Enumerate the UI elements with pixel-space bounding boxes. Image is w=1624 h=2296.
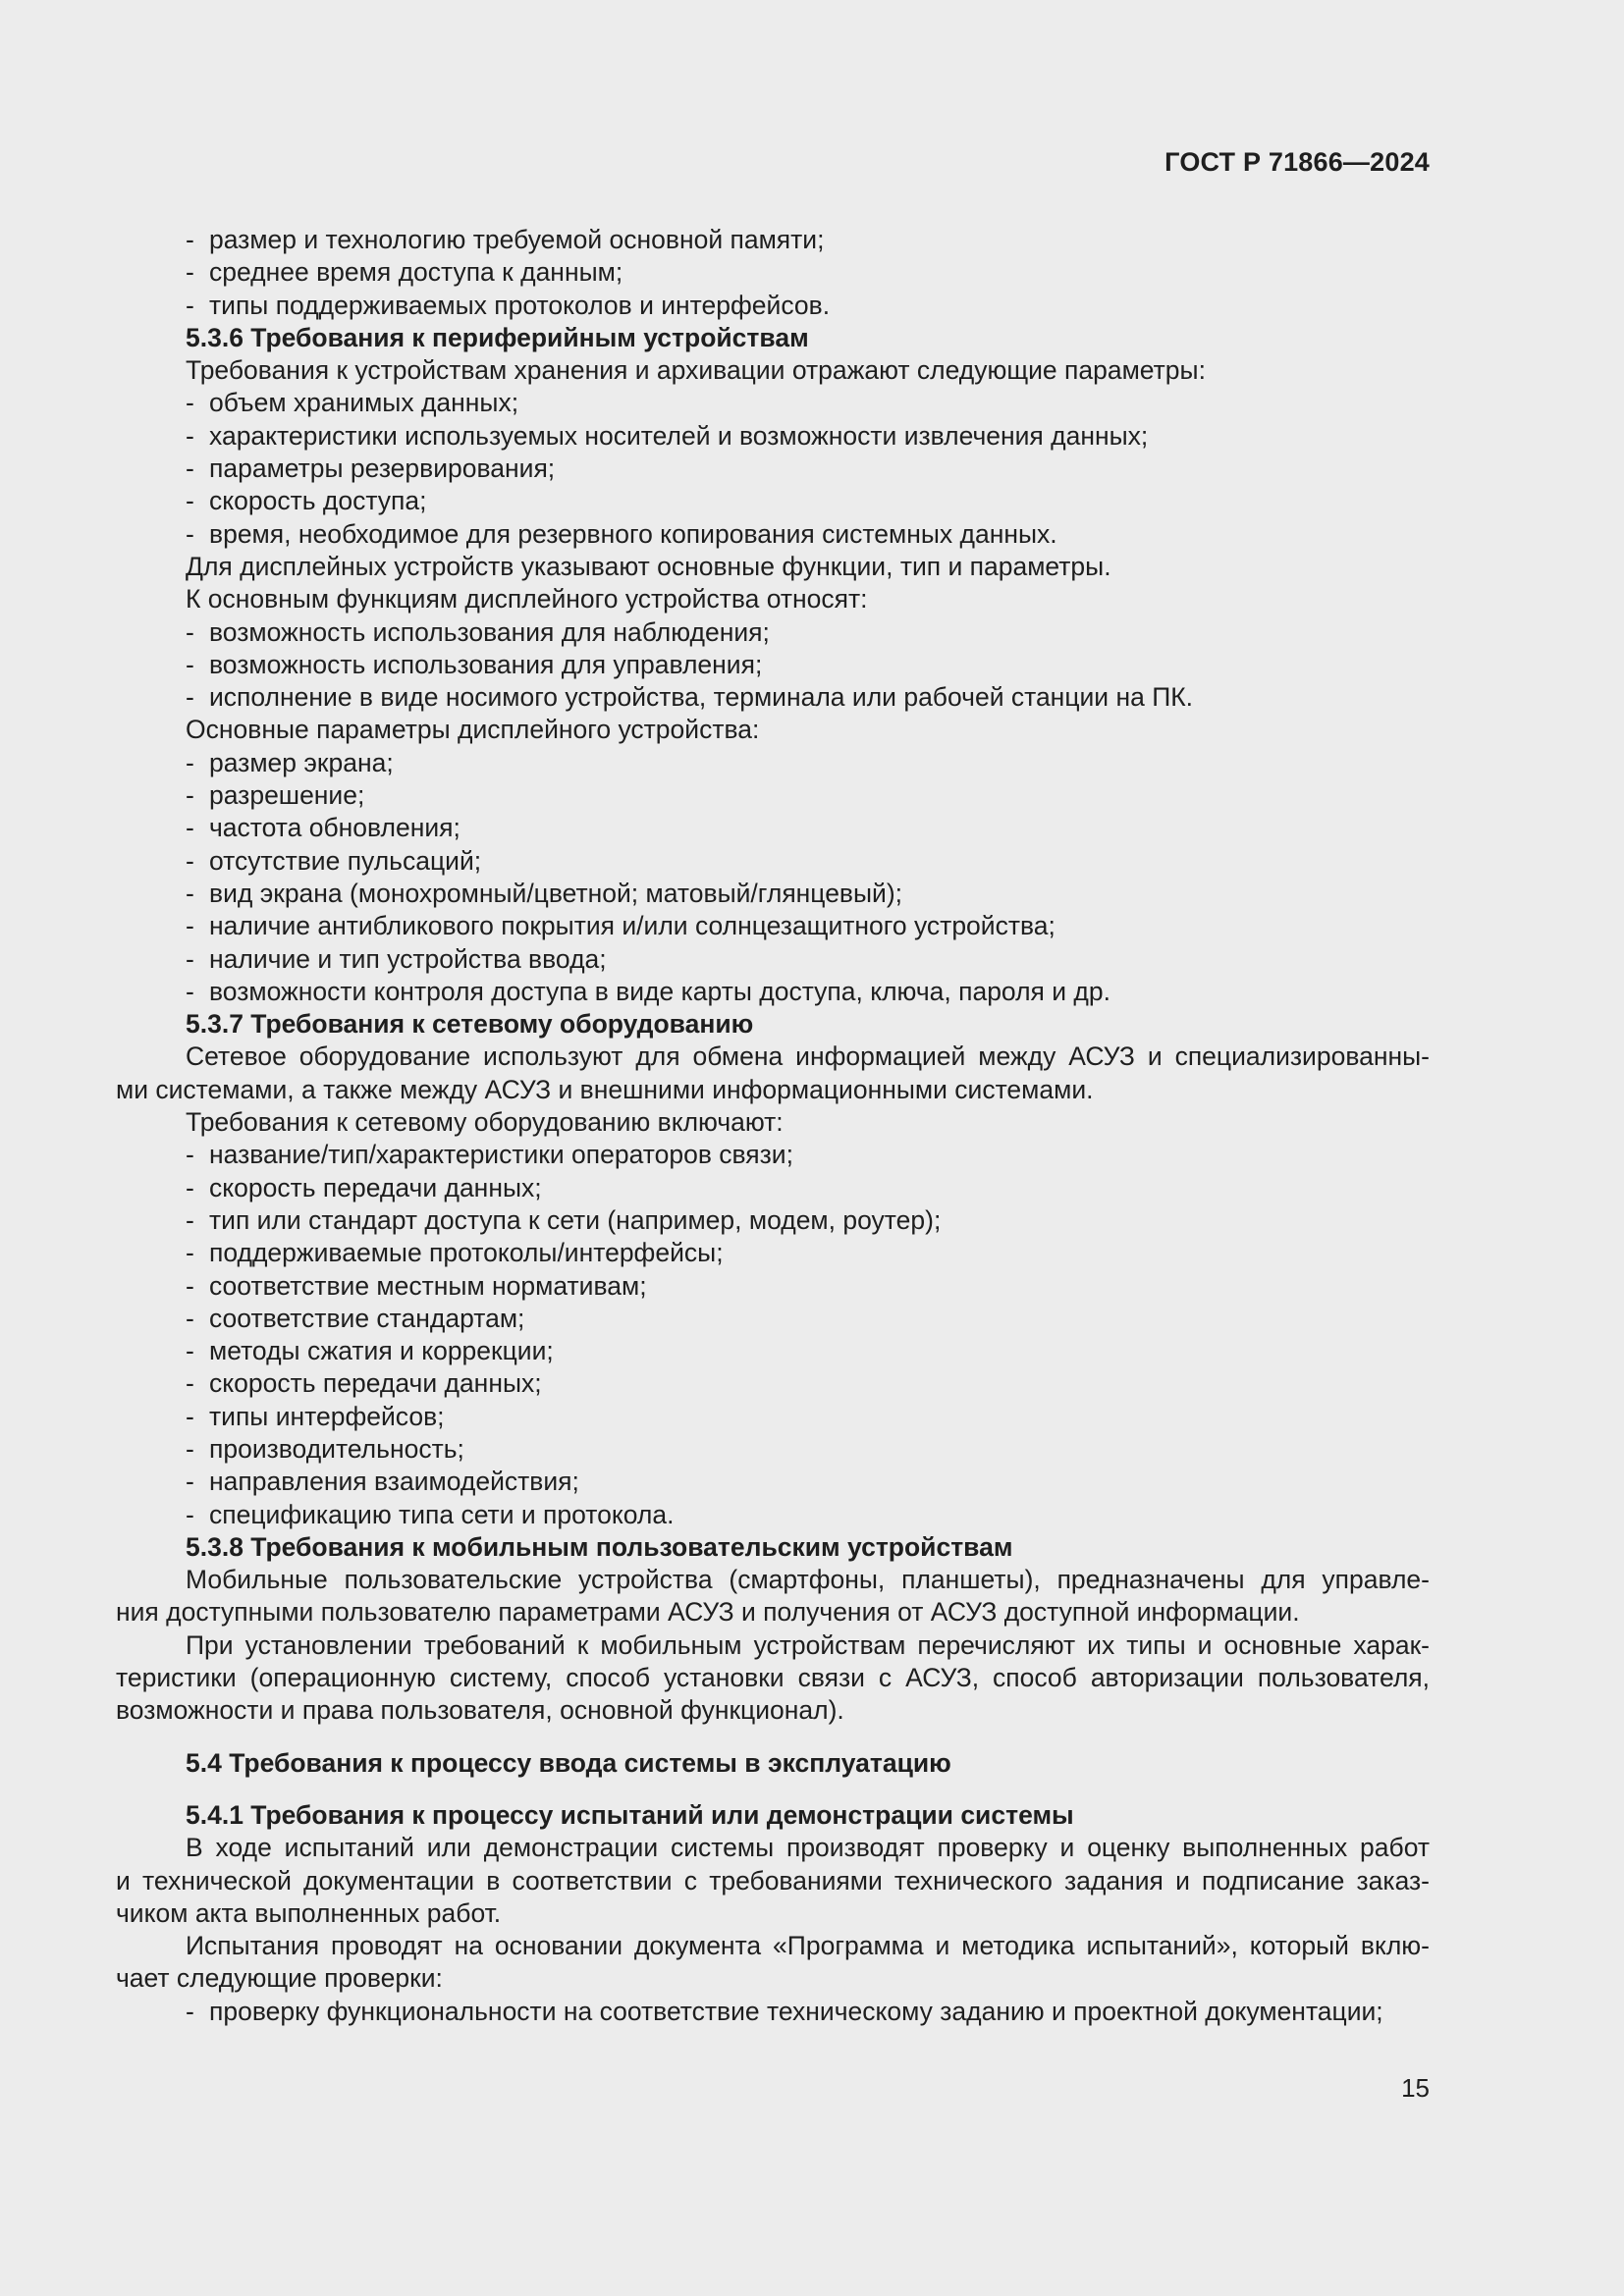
list-bullet-dash: - — [186, 616, 194, 647]
list-item-text: возможности контроля доступа в виде карты доступа, ключа, пароля и др. — [209, 976, 1110, 1006]
list-item — [116, 1204, 1430, 1237]
section-heading: 5.3.6 Требования к периферийным устройствам — [186, 322, 809, 352]
list-item-text: производительность; — [209, 1433, 464, 1464]
paragraph-line: При установлении требований к мобильным устройствам перечисляют их типы и основные харак- — [186, 1629, 1430, 1660]
list-item — [116, 681, 1430, 714]
list-item-text: среднее время доступа к данным; — [209, 257, 623, 288]
list-item-text: проверку функциональности на соответствие техническому заданию и проектной документации; — [209, 1996, 1383, 2026]
paragraph-line: Основные параметры дисплейного устройства: — [186, 715, 760, 745]
section-heading: 5.4 Требования к процессу ввода системы в эксплуатацию — [186, 1747, 951, 1778]
list-bullet-dash: - — [186, 1204, 194, 1235]
list-bullet-dash: - — [186, 649, 194, 679]
list-bullet-dash: - — [186, 1270, 194, 1301]
paragraph-line: ния доступными пользователю параметрами АСУЗ и получения от АСУЗ доступной информации. — [116, 1597, 1300, 1628]
document-body — [116, 224, 1430, 2028]
list-item — [116, 910, 1430, 942]
list-item — [116, 812, 1430, 844]
list-item — [116, 387, 1430, 419]
list-bullet-dash: - — [186, 518, 194, 549]
list-item-text: характеристики используемых носителей и возможности извлечения данных; — [209, 420, 1149, 451]
list-item — [116, 747, 1430, 779]
paragraph-line: и технической документации в соответствии с требованиями технического задания и подписание заказ- — [116, 1865, 1430, 1896]
list-bullet-dash: - — [186, 225, 194, 254]
list-bullet-dash: - — [186, 1996, 194, 2026]
list-bullet-dash: - — [186, 454, 194, 484]
list-bullet-dash: - — [186, 682, 194, 713]
list-item-text: скорость передачи данных; — [209, 1368, 542, 1399]
list-item-text: возможность использования для наблюдения; — [209, 616, 770, 647]
paragraph-line: Для дисплейных устройств указывают основные функции, тип и параметры. — [186, 551, 1111, 581]
list-item — [116, 878, 1430, 910]
list-item-text: параметры резервирования; — [209, 454, 556, 484]
list-item-text: возможность использования для управления; — [209, 649, 763, 679]
list-bullet-dash: - — [186, 1433, 194, 1464]
document-header-id: ГОСТ Р 71866—2024 — [1164, 147, 1430, 177]
list-bullet-dash: - — [186, 1336, 194, 1366]
list-item-text: отсутствие пульсаций; — [209, 845, 482, 876]
paragraph-line: Требования к устройствам хранения и архивации отражают следующие параметры: — [186, 355, 1206, 386]
list-item — [116, 845, 1430, 878]
list-bullet-dash: - — [186, 486, 194, 516]
section-heading: 5.3.7 Требования к сетевому оборудованию — [186, 1009, 754, 1040]
list-item — [116, 1172, 1430, 1204]
list-item — [116, 616, 1430, 649]
list-item-text: поддерживаемые протоколы/интерфейсы; — [209, 1238, 724, 1268]
list-item-text: размер и технологию требуемой основной памяти; — [209, 225, 825, 254]
paragraph-line: чает следующие проверки: — [116, 1963, 443, 1994]
list-item — [116, 943, 1430, 976]
list-item — [116, 1237, 1430, 1269]
paragraph-line: возможности и права пользователя, основной функционал). — [116, 1695, 844, 1726]
paragraph-line: Мобильные пользовательские устройства (смартфоны, планшеты), предназначены для управле- — [186, 1565, 1430, 1595]
list-item-text: методы сжатия и коррекции; — [209, 1336, 554, 1366]
list-item — [116, 290, 1430, 322]
section-heading: 5.3.8 Требования к мобильным пользовательским устройствам — [186, 1531, 1013, 1562]
list-item-text: скорость доступа; — [209, 486, 427, 516]
list-item — [116, 1270, 1430, 1303]
paragraph-line: чиком акта выполненных работ. — [116, 1897, 502, 1928]
list-item — [116, 256, 1430, 289]
list-bullet-dash: - — [186, 845, 194, 876]
list-bullet-dash: - — [186, 1401, 194, 1431]
list-bullet-dash: - — [186, 1172, 194, 1202]
list-item — [116, 1401, 1430, 1433]
list-bullet-dash: - — [186, 878, 194, 908]
list-bullet-dash: - — [186, 1368, 194, 1399]
list-item-text: скорость передачи данных; — [209, 1172, 542, 1202]
list-bullet-dash: - — [186, 943, 194, 974]
list-bullet-dash: - — [186, 1499, 194, 1529]
list-item-text: типы интерфейсов; — [209, 1401, 445, 1431]
list-item — [116, 1139, 1430, 1171]
section-heading: 5.4.1 Требования к процессу испытаний или демонстрации системы — [186, 1799, 1074, 1830]
paragraph-line: К основным функциям дисплейного устройства относят: — [186, 584, 868, 614]
list-bullet-dash: - — [186, 257, 194, 288]
list-item — [116, 1303, 1430, 1335]
list-item-text: соответствие местным нормативам; — [209, 1270, 647, 1301]
list-item-text: направления взаимодействия; — [209, 1467, 579, 1497]
list-item — [116, 518, 1430, 551]
list-item — [116, 453, 1430, 485]
paragraph-line: теристики (операционную систему, способ установки связи с АСУЗ, способ авторизации пользователя, — [116, 1663, 1430, 1693]
list-item-text: размер экрана; — [209, 747, 394, 777]
list-bullet-dash: - — [186, 747, 194, 777]
list-bullet-dash: - — [186, 1238, 194, 1268]
paragraph-line: Сетевое оборудование используют для обмена информацией между АСУЗ и специализированны- — [186, 1041, 1430, 1072]
page-number: 15 — [1401, 2073, 1430, 2103]
paragraph-line: В ходе испытаний или демонстрации системы производят проверку и оценку выполненных работ — [186, 1833, 1430, 1863]
list-item-text: соответствие стандартам; — [209, 1303, 525, 1333]
list-bullet-dash: - — [186, 290, 194, 320]
list-item-text: типы поддерживаемых протоколов и интерфейсов. — [209, 290, 831, 320]
list-item — [116, 1433, 1430, 1466]
list-item — [116, 976, 1430, 1008]
list-bullet-dash: - — [186, 1140, 194, 1170]
list-bullet-dash: - — [186, 1467, 194, 1497]
list-item — [116, 1499, 1430, 1531]
list-item — [116, 1466, 1430, 1498]
paragraph-line: ми системами, а также между АСУЗ и внешними информационными системами. — [116, 1074, 1094, 1104]
list-item-text: исполнение в виде носимого устройства, терминала или рабочей станции на ПК. — [209, 682, 1194, 713]
list-item-text: разрешение; — [209, 780, 365, 811]
list-item — [116, 485, 1430, 517]
list-bullet-dash: - — [186, 388, 194, 418]
list-item-text: название/тип/характеристики операторов связи; — [209, 1140, 793, 1170]
list-item-text: наличие антибликового покрытия и/или солнцезащитного устройства; — [209, 911, 1056, 941]
list-item — [116, 420, 1430, 453]
list-item — [116, 224, 1430, 256]
list-item-text: время, необходимое для резервного копирования системных данных. — [209, 518, 1057, 549]
list-bullet-dash: - — [186, 976, 194, 1006]
list-item — [116, 649, 1430, 681]
list-item — [116, 779, 1430, 812]
list-item-text: спецификацию типа сети и протокола. — [209, 1499, 675, 1529]
list-item-text: вид экрана (монохромный/цветной; матовый/глянцевый); — [209, 878, 903, 908]
list-bullet-dash: - — [186, 911, 194, 941]
list-item-text: тип или стандарт доступа к сети (например, модем, роутер); — [209, 1204, 942, 1235]
list-item — [116, 1335, 1430, 1367]
list-item — [116, 1996, 1430, 2028]
list-bullet-dash: - — [186, 780, 194, 811]
list-item — [116, 1367, 1430, 1400]
paragraph-line: Требования к сетевому оборудованию включают: — [186, 1107, 784, 1138]
list-bullet-dash: - — [186, 1303, 194, 1333]
list-bullet-dash: - — [186, 813, 194, 843]
list-item-text: наличие и тип устройства ввода; — [209, 943, 607, 974]
list-bullet-dash: - — [186, 420, 194, 451]
list-item-text: объем хранимых данных; — [209, 388, 519, 418]
paragraph-line: Испытания проводят на основании документа «Программа и методика испытаний», который вклю- — [186, 1931, 1430, 1961]
list-item-text: частота обновления; — [209, 813, 460, 843]
